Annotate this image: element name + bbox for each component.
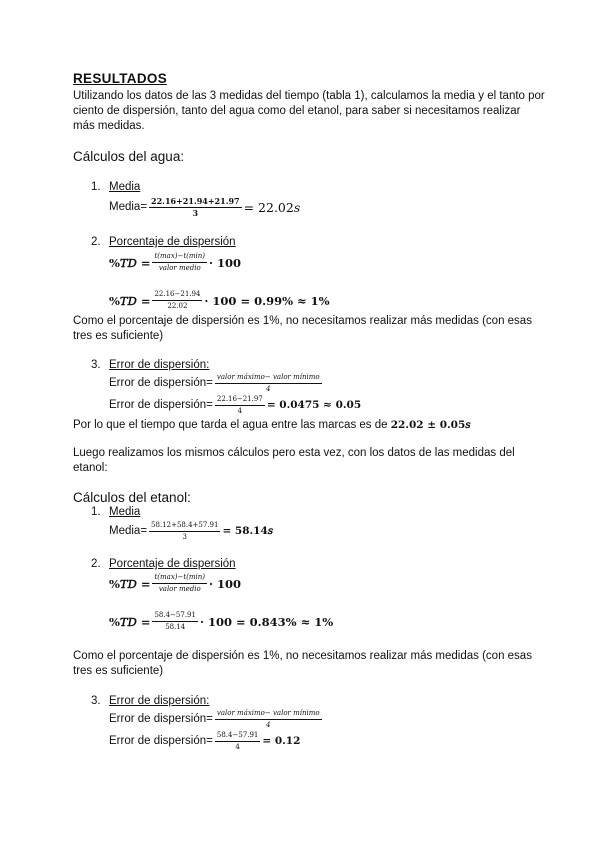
ethanol-media-number: 1. [91,506,101,518]
transition-line-1: Luego realizamos los mismos cálculos pero esta vez, con los datos de las medidas del [73,447,515,459]
ethanol-heading: Cálculos del etanol: [73,490,191,505]
page-title: RESULTADOS [73,71,167,86]
ethanol-conclusion-line-1: Como el porcentaje de dispersión es 1%, no necesitamos realizar más medidas (con esas [73,650,532,662]
water-error-number: 3. [91,359,101,371]
water-error-calc [109,395,361,416]
water-conclusion-line-1: Como el porcentaje de dispersión es 1%, no necesitamos realizar más medidas (con esas [73,315,532,327]
ethanol-error-formula [109,709,324,730]
calc-numerator: 58.4−57.91 [152,611,198,622]
calc-numerator: 58.4−57.91 [215,731,261,742]
calc-denominator: 4 [237,407,243,415]
ethanol-dispersion-calc-fraction [152,611,198,632]
water-final-text: Por lo que el tiempo que tarda el agua entre las marcas es de [73,419,388,431]
water-final-statement [73,418,471,433]
water-error-formula-fraction [215,373,322,394]
formula-denominator: 4 [266,385,271,393]
ethanol-dispersion-formula [109,573,241,594]
ethanol-media-fraction [149,521,220,542]
ethanol-media-denominator: 3 [182,533,187,541]
water-media-label: Media= [109,201,148,213]
ethanol-media-equation [109,521,273,542]
intro-line-3: más medidas. [73,120,145,132]
ethanol-error-calc-fraction [215,731,261,752]
intro-line-2: ciento de dispersión, tanto del agua como del etanol, para saber si necesitamos realizar [73,105,521,117]
ethanol-dispersion-lhs: %𝑇𝐷 = [109,576,151,591]
water-dispersion-lhs: %𝑇𝐷 = [109,255,151,270]
calc-numerator: 22.16−21.97 [215,395,265,406]
water-dispersion-calc-fraction [152,290,202,311]
ethanol-dispersion-calc [109,611,333,632]
water-error-calc-label: Error de dispersión= [109,399,213,411]
ethanol-dispersion-title: Porcentaje de dispersión [109,558,236,570]
water-dispersion-calc-result: · 100 = 0.99% ≈ 1% [204,293,330,308]
calc-denominator: 58.14 [165,623,186,631]
water-error-title: Error de dispersión: [109,359,210,371]
water-dispersion-formula-tail: · 100 [209,255,242,270]
ethanol-error-calc [109,731,300,752]
water-final-value: 22.02 ± 0.05𝑠 [390,419,471,431]
ethanol-media-numerator: 58.12+58.4+57.91 [149,521,220,532]
formula-denominator: 𝑣𝑎𝑙𝑜𝑟 𝑚𝑒𝑑𝑖𝑜 [158,264,201,272]
formula-denominator: 4 [266,721,271,729]
ethanol-media-result: = 58.14𝑠 [222,525,274,537]
ethanol-error-number: 3. [91,695,101,707]
calc-numerator: 22.16−21.94 [152,290,202,301]
ethanol-error-label: Error de dispersión= [109,713,213,725]
water-media-title: Media [109,181,141,193]
formula-numerator: 𝑡(𝑚𝑎𝑥)−𝑡(𝑚𝑖𝑛) [152,573,207,584]
ethanol-conclusion-line-2: tres es suficiente) [73,665,164,677]
transition-line-2: etanol: [73,462,108,474]
ethanol-error-formula-fraction [215,709,322,730]
ethanol-error-calc-result: = 0.12 [262,735,301,747]
water-heading: Cálculos del agua: [73,149,185,164]
water-dispersion-number: 2. [91,236,101,248]
water-dispersion-formula [109,252,241,273]
calc-denominator: 22.02 [167,302,188,310]
formula-numerator: 𝑣𝑎𝑙𝑜𝑟 𝑚á𝑥𝑖𝑚𝑜− 𝑣𝑎𝑙𝑜𝑟 𝑚í𝑛𝑖𝑚𝑜 [215,373,322,384]
water-dispersion-calc-lhs: %𝑇𝐷 = [109,293,151,308]
water-media-number: 1. [91,181,101,193]
formula-denominator: 𝑣𝑎𝑙𝑜𝑟 𝑚𝑒𝑑𝑖𝑜 [158,585,201,593]
water-media-equation [109,197,300,218]
intro-line-1: Utilizando los datos de las 3 medidas del tiempo (tabla 1), calculamos la media y el tanto por [73,90,545,102]
ethanol-dispersion-formula-tail: · 100 [209,576,242,591]
water-dispersion-formula-fraction [152,252,207,273]
ethanol-media-title: Media [109,506,141,518]
water-dispersion-title: Porcentaje de dispersión [109,236,236,248]
ethanol-media-label: Media= [109,525,148,537]
water-error-calc-fraction [215,395,265,416]
water-conclusion-line-2: tres es suficiente) [73,330,164,342]
water-media-result: = 22.02𝑠 [243,200,301,215]
ethanol-dispersion-number: 2. [91,558,101,570]
water-media-numerator: 22.16+21.94+21.97 [151,196,240,206]
ethanol-dispersion-calc-result: · 100 = 0.843% ≈ 1% [199,614,334,629]
water-dispersion-calc [109,290,330,311]
ethanol-error-title: Error de dispersión: [109,695,210,707]
ethanol-error-calc-label: Error de dispersión= [109,735,213,747]
calc-denominator: 4 [235,743,240,751]
water-media-denominator: 3 [192,208,199,218]
water-error-calc-result: = 0.0475 ≈ 0.05 [266,399,362,411]
ethanol-dispersion-calc-lhs: %𝑇𝐷 = [109,614,151,629]
water-error-label: Error de dispersión= [109,377,213,389]
formula-numerator: 𝑣𝑎𝑙𝑜𝑟 𝑚á𝑥𝑖𝑚𝑜− 𝑣𝑎𝑙𝑜𝑟 𝑚í𝑛𝑖𝑚𝑜 [215,709,322,720]
water-media-fraction [149,197,242,218]
ethanol-dispersion-formula-fraction [152,573,207,594]
water-error-formula [109,373,324,394]
formula-numerator: 𝑡(𝑚𝑎𝑥)−𝑡(𝑚𝑖𝑛) [152,252,207,263]
